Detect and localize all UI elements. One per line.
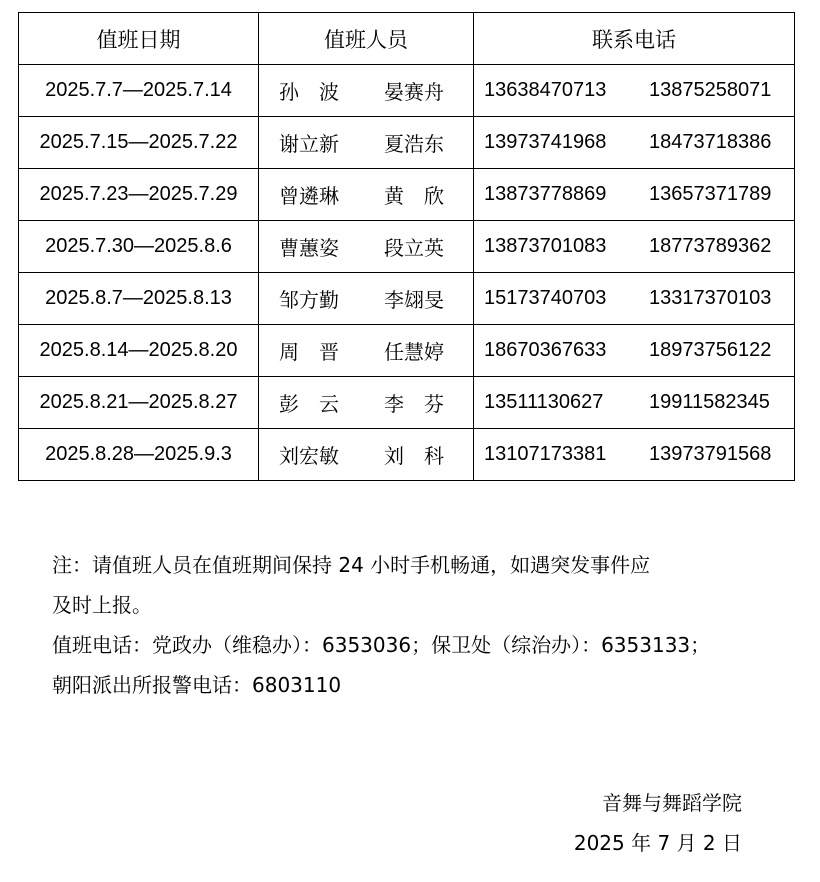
staff-name-2: 刘 科 xyxy=(384,444,444,468)
header-staff: 值班人员 xyxy=(259,13,474,65)
duty-phone xyxy=(474,325,795,377)
duty-date: 2025.8.21—2025.8.27 xyxy=(19,377,259,429)
staff-name-2: 李翃旻 xyxy=(384,288,444,312)
table-row xyxy=(19,221,795,273)
note-line: 注：请值班人员在值班期间保持 24 小时手机畅通，如遇突发事件应 xyxy=(52,553,651,577)
staff-name-1: 曹蕙姿 xyxy=(279,236,339,260)
duty-date: 2025.7.23—2025.7.29 xyxy=(19,169,259,221)
table-header-row xyxy=(19,13,795,65)
phone-number-2: 18473718386 xyxy=(649,131,772,153)
table-row xyxy=(19,65,795,117)
duty-phone xyxy=(474,221,795,273)
duty-date: 2025.8.28—2025.9.3 xyxy=(19,429,259,481)
staff-name-1: 谢立新 xyxy=(279,132,339,156)
table-row xyxy=(19,169,795,221)
table-row xyxy=(19,377,795,429)
phone-number-2: 13875258071 xyxy=(649,79,772,101)
duty-date: 2025.8.14—2025.8.20 xyxy=(19,325,259,377)
duty-phone xyxy=(474,273,795,325)
staff-name-1: 孙 波 xyxy=(279,80,339,104)
header-phone: 联系电话 xyxy=(474,13,795,65)
issue-date: 2025 年 7 月 2 日 xyxy=(573,831,742,855)
issuing-organization: 音舞与舞蹈学院 xyxy=(602,791,742,815)
notes-section xyxy=(52,545,772,705)
staff-name-1: 邹方勤 xyxy=(279,288,339,312)
staff-name-2: 黄 欣 xyxy=(384,184,444,208)
staff-name-2: 任慧婷 xyxy=(384,340,444,364)
phone-number-1: 13511130627 xyxy=(484,391,604,413)
signature-block xyxy=(574,783,742,863)
duty-date: 2025.8.7—2025.8.13 xyxy=(19,273,259,325)
phone-number-2: 18973756122 xyxy=(649,339,772,361)
staff-name-1: 彭 云 xyxy=(279,392,339,416)
phone-number-2: 19911582345 xyxy=(649,391,770,413)
table-row xyxy=(19,325,795,377)
note-line: 及时上报。 xyxy=(52,593,152,617)
duty-phone xyxy=(474,377,795,429)
duty-date: 2025.7.15—2025.7.22 xyxy=(19,117,259,169)
duty-staff xyxy=(259,273,474,325)
phone-number-1: 13107173381 xyxy=(484,443,607,465)
note-line: 朝阳派出所报警电话：6803110 xyxy=(52,673,342,697)
staff-name-2: 段立英 xyxy=(384,236,444,260)
staff-name-1: 周 晋 xyxy=(279,340,339,364)
duty-staff xyxy=(259,65,474,117)
table-row xyxy=(19,429,795,481)
note-line: 值班电话：党政办（维稳办）：6353036；保卫处（综治办）：6353133； xyxy=(52,633,711,657)
duty-staff xyxy=(259,377,474,429)
staff-name-2: 夏浩东 xyxy=(384,132,444,156)
phone-number-1: 18670367633 xyxy=(484,339,607,361)
duty-schedule-table xyxy=(18,12,795,481)
duty-staff xyxy=(259,221,474,273)
phone-number-1: 13873701083 xyxy=(484,235,607,257)
duty-date: 2025.7.30—2025.8.6 xyxy=(19,221,259,273)
phone-number-1: 13873778869 xyxy=(484,183,607,205)
table-row xyxy=(19,117,795,169)
table-row xyxy=(19,273,795,325)
phone-number-1: 13973741968 xyxy=(484,131,607,153)
duty-phone xyxy=(474,169,795,221)
phone-number-2: 13657371789 xyxy=(649,183,772,205)
phone-number-2: 13973791568 xyxy=(649,443,772,465)
phone-number-1: 15173740703 xyxy=(484,287,607,309)
staff-name-1: 刘宏敏 xyxy=(279,444,339,468)
staff-name-2: 晏赛舟 xyxy=(384,80,444,104)
duty-staff xyxy=(259,429,474,481)
phone-number-2: 18773789362 xyxy=(649,235,772,257)
phone-number-2: 13317370103 xyxy=(649,287,772,309)
phone-number-1: 13638470713 xyxy=(484,79,607,101)
staff-name-2: 李 芬 xyxy=(384,392,444,416)
duty-staff xyxy=(259,117,474,169)
duty-phone xyxy=(474,117,795,169)
duty-staff xyxy=(259,325,474,377)
duty-phone xyxy=(474,65,795,117)
duty-staff xyxy=(259,169,474,221)
duty-date: 2025.7.7—2025.7.14 xyxy=(19,65,259,117)
header-date: 值班日期 xyxy=(19,13,259,65)
duty-phone xyxy=(474,429,795,481)
staff-name-1: 曾遴琳 xyxy=(279,184,339,208)
